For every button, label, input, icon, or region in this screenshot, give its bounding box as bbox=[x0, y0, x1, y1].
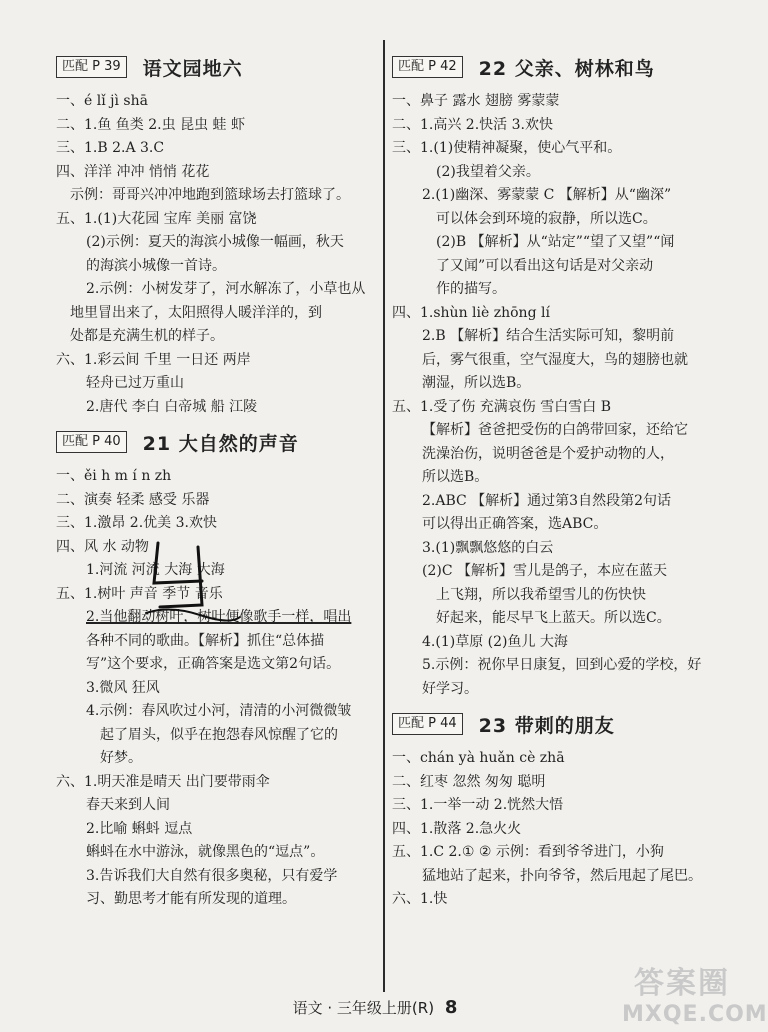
section-header bbox=[56, 425, 374, 459]
page-number: 8 bbox=[444, 997, 458, 1018]
answer-line: 三、1.激昂 2.优美 3.欢快 bbox=[56, 515, 217, 531]
footer-subject: 语文 · 三年级上册(R) bbox=[292, 999, 435, 1017]
answer-line: 五、1.受了伤 充满哀伤 雪白雪白 B bbox=[392, 398, 611, 415]
section-title: 语文园地六 bbox=[142, 57, 243, 80]
answer-line: 示例：哥哥兴冲冲地跑到篮球场去打篮球了。 bbox=[70, 187, 350, 203]
answer-line: 上飞翔，所以我希望雪儿的伤快快 bbox=[436, 586, 646, 603]
page-match-tag: 匹配 P 39 bbox=[56, 56, 127, 78]
answer-line: 起了眉头，似乎在抱怨春风惊醒了它的 bbox=[100, 726, 338, 743]
answer-line: 作的描写。 bbox=[436, 281, 506, 297]
answer-line: 3.(1)飘飘悠悠的白云 bbox=[422, 539, 554, 556]
answer-line: 一、鼻子 露水 翅膀 雾蒙蒙 bbox=[392, 93, 560, 109]
answer-line: 2.示例：小树发芽了，河水解冻了，小草也从 bbox=[86, 281, 366, 297]
answer-line: 三、1.一举一动 2.恍然大悟 bbox=[392, 797, 564, 813]
answer-line: 习、勤思考才能有所发现的道理。 bbox=[86, 891, 296, 907]
answer-line: 好学习。 bbox=[422, 680, 478, 697]
answer-line: 春天来到人间 bbox=[86, 797, 170, 813]
answer-line: 五、1.树叶 声音 季节 音乐 bbox=[56, 585, 223, 602]
answer-line: 所以选B。 bbox=[422, 469, 489, 485]
answer-line: 可以体会到环境的寂静，所以选C。 bbox=[436, 210, 657, 227]
answer-line: 三、1.B 2.A 3.C bbox=[56, 140, 165, 156]
answer-line: 可以得出正确答案，选ABC。 bbox=[422, 516, 608, 532]
answer-line: 二、演奏 轻柔 感受 乐器 bbox=[56, 491, 210, 508]
answer-line: 的海滨小城像一首诗。 bbox=[86, 257, 226, 274]
answer-line: 地里冒出来了，太阳照得人暖洋洋的，到 bbox=[70, 304, 322, 321]
answer-line: 好梦。 bbox=[100, 750, 142, 766]
answer-line: 2.唐代 李白 白帝城 船 江陵 bbox=[86, 398, 258, 415]
answer-line: 各种不同的歌曲。【解析】抓住“总体描 bbox=[86, 632, 325, 649]
answer-line: 二、1.高兴 2.快活 3.欢快 bbox=[392, 116, 553, 133]
section-title: 23 带刺的朋友 bbox=[478, 714, 615, 737]
answer-line: 四、1.shùn liè zhōng lí bbox=[392, 304, 550, 321]
page-match-tag: 匹配 P 40 bbox=[56, 431, 127, 453]
answer-line: (2)B 【解析】从“站定”“望了又望”“闻 bbox=[436, 234, 675, 250]
answer-line: (2)示例：夏天的海滨小城像一幅画，秋天 bbox=[86, 234, 344, 250]
handwritten-scribble bbox=[140, 535, 250, 625]
answer-line: 轻舟已过万重山 bbox=[86, 375, 184, 391]
answer-line: 1.河流 河流 大海 大海 bbox=[86, 562, 225, 578]
answer-line: 5.示例：祝你早日康复，回到心爱的学校，好 bbox=[422, 657, 702, 673]
answer-line: 后，雾气很重，空气湿度大，鸟的翅膀也就 bbox=[422, 351, 688, 368]
answer-line: 【解析】爸爸把受伤的白鸽带回家，还给它 bbox=[422, 422, 688, 438]
answer-line: 五、1.(1)大花园 宝库 美丽 富饶 bbox=[56, 210, 257, 227]
answer-line: 三、1.(1)使精神凝聚，使心气平和。 bbox=[392, 140, 622, 156]
answer-line: 2.当他翻动树叶，树叶便像歌手一样，唱出 bbox=[86, 609, 352, 625]
watermark-line-2: MXQE.COM bbox=[622, 1002, 768, 1027]
section-title: 21 大自然的声音 bbox=[142, 432, 299, 455]
answer-line: 写”这个要求，正确答案是选文第2句话。 bbox=[86, 656, 341, 672]
answer-line: (2)C 【解析】雪儿是鸽子，本应在蓝天 bbox=[422, 563, 667, 579]
answer-line: 4.示例：春风吹过小河，清清的小河微微皱 bbox=[86, 703, 352, 719]
answer-line: 四、洋洋 冲冲 悄悄 花花 bbox=[56, 163, 210, 180]
answer-line: 了又闻”可以看出这句话是对父亲动 bbox=[436, 257, 654, 274]
answer-line: 二、1.鱼 鱼类 2.虫 昆虫 蛙 虾 bbox=[56, 116, 245, 133]
answer-line: (2)我望着父亲。 bbox=[436, 163, 540, 180]
answer-line: 2.比喻 蝌蚪 逗点 bbox=[86, 820, 193, 837]
answer-line: 一、ěi h m í n zh bbox=[56, 468, 172, 484]
section-header bbox=[56, 50, 374, 84]
answer-line: 2.ABC 【解析】通过第3自然段第2句话 bbox=[422, 492, 671, 509]
answer-line: 一、chán yà huǎn cè zhā bbox=[392, 750, 565, 766]
answer-line: 好起来，能尽早飞上蓝天。所以选C。 bbox=[436, 610, 671, 626]
page-match-tag: 匹配 P 42 bbox=[392, 56, 463, 78]
answer-line: 一、é lǐ jì shā bbox=[56, 93, 148, 109]
right-column bbox=[392, 44, 732, 912]
section-header bbox=[392, 707, 732, 741]
site-watermark bbox=[622, 958, 768, 1027]
section-header bbox=[392, 50, 732, 84]
left-column bbox=[56, 44, 374, 912]
column-divider bbox=[383, 40, 385, 992]
page-match-tag: 匹配 P 44 bbox=[392, 713, 463, 735]
answer-line: 四、风 水 动物 bbox=[56, 538, 149, 555]
answer-line: 二、红枣 忽然 匆匆 聪明 bbox=[392, 773, 546, 790]
watermark-line-1: 答案圈 bbox=[634, 966, 730, 1001]
answer-line: 4.(1)草原 (2)鱼儿 大海 bbox=[422, 633, 568, 650]
answer-line: 3.微风 狂风 bbox=[86, 679, 160, 696]
answer-line: 六、1.彩云间 千里 一日还 两岸 bbox=[56, 351, 251, 368]
answer-line: 六、1.快 bbox=[392, 891, 448, 907]
answer-line: 2.B 【解析】结合生活实际可知，黎明前 bbox=[422, 328, 675, 344]
answer-line: 2.(1)幽深、雾蒙蒙 C 【解析】从“幽深” bbox=[422, 187, 672, 203]
answer-line: 处都是充满生机的样子。 bbox=[70, 328, 224, 344]
answer-line: 六、1.明天准是晴天 出门要带雨伞 bbox=[56, 773, 270, 790]
section-title: 22 父亲、树林和鸟 bbox=[478, 57, 655, 80]
answer-line: 潮湿，所以选B。 bbox=[422, 375, 531, 391]
answer-line: 蝌蚪在水中游泳，就像黑色的“逗点”。 bbox=[86, 844, 325, 860]
answer-line: 3.告诉我们大自然有很多奥秘，只有爱学 bbox=[86, 867, 338, 884]
answer-line: 猛地站了起来，扑向爷爷，然后甩起了尾巴。 bbox=[422, 867, 702, 884]
answer-line: 洗澡治伤，说明爸爸是个爱护动物的人， bbox=[422, 445, 674, 462]
answer-line: 四、1.散落 2.急火火 bbox=[392, 820, 522, 837]
answer-line: 五、1.C 2.① ② 示例：看到爷爷进门，小狗 bbox=[392, 844, 664, 860]
